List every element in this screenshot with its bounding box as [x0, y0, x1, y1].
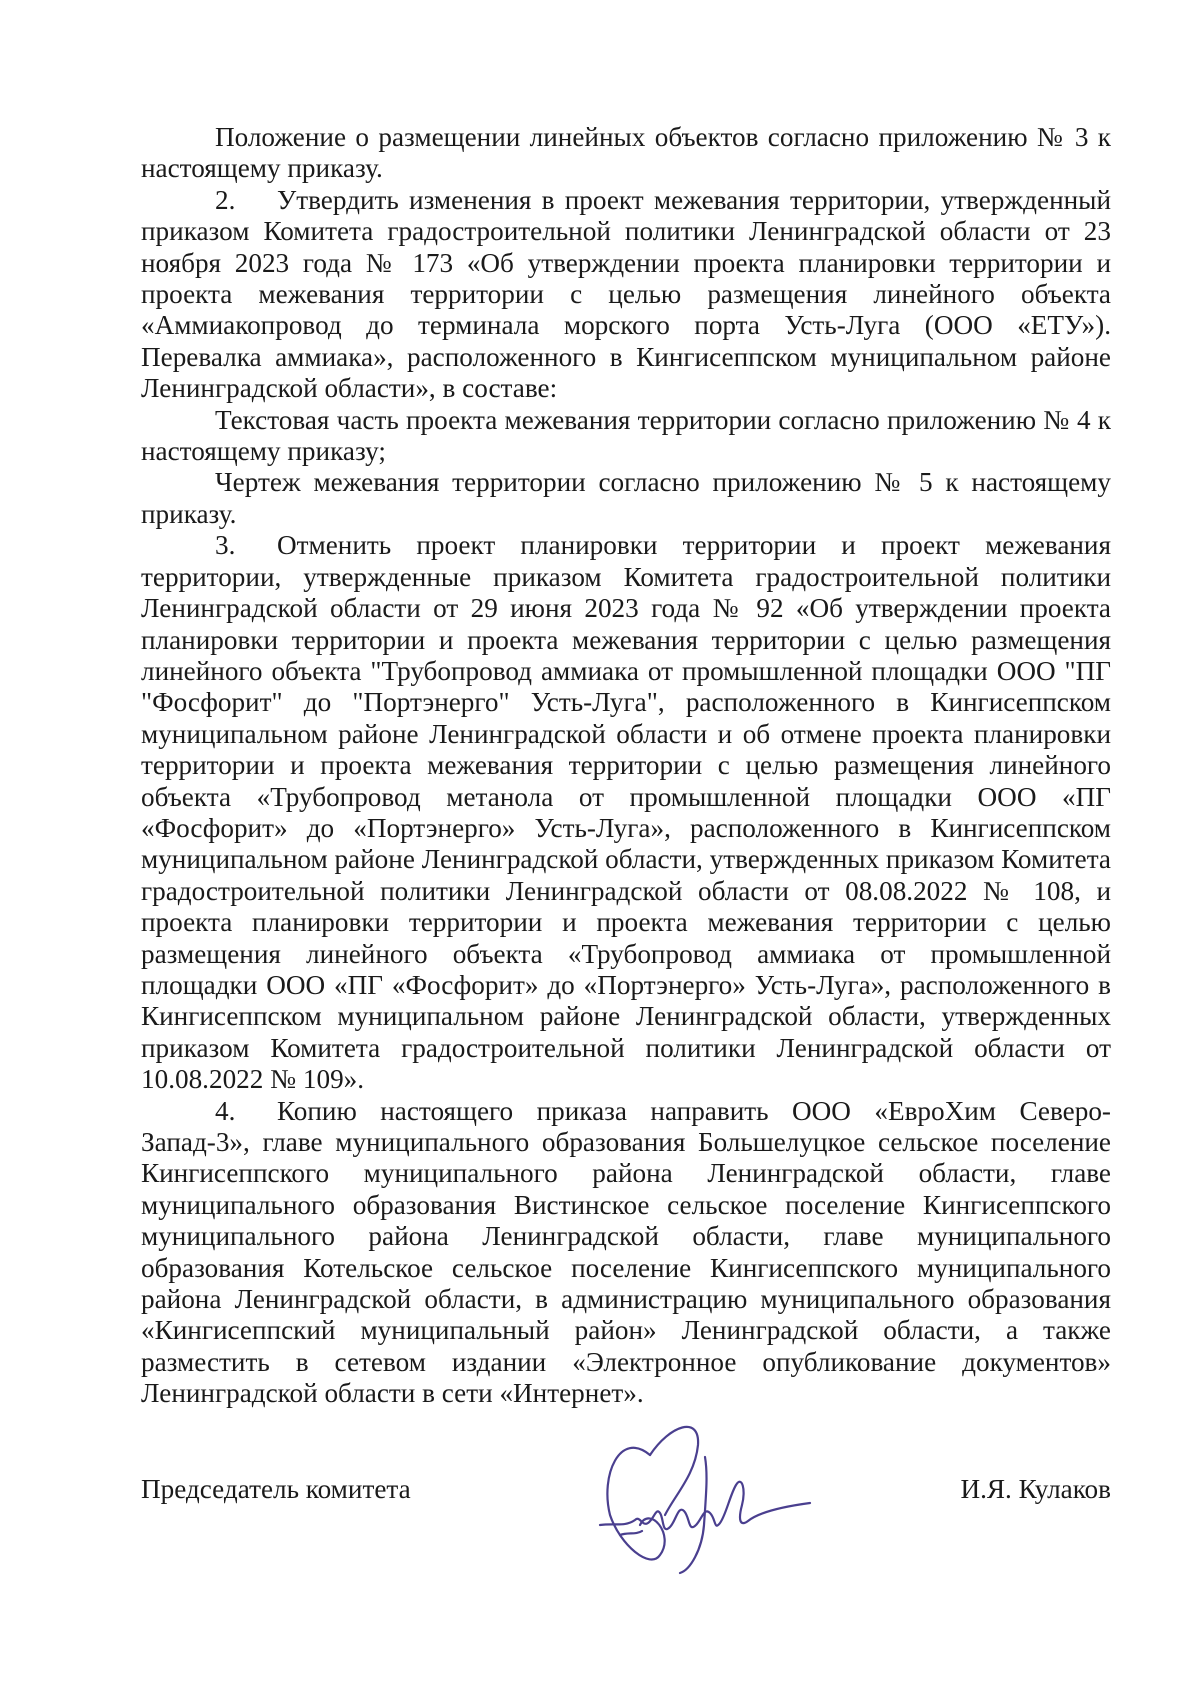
paragraph-text: Положение о размещении линейных объектов согласно приложению № 3 к настоящему приказу.: [141, 122, 1111, 184]
paragraph-number: 4.: [215, 1095, 236, 1126]
paragraph-text: Копию настоящего приказа направить ООО «ЕвроХим Северо-Запад-3», главе муниципального образования Большелуцкое сельское поселение Кингисеппского муниципального района Ленинградской области, главе муниципального образования Вистинское сельское поселение Кингисеппского муниципального района Ленинградской области, главе муниципального образования Котельское сельское поселение Кингисеппского муниципального района Ленинградской области, в администрацию муниципального образования «Кингисеппский муниципальный район» Ленинградской области, а также разместить в сетевом издании «Электронное опубликование документов» Ленинградской области в сети «Интернет».: [141, 1095, 1111, 1409]
signature-block: [141, 1474, 1111, 1514]
paragraph-text: Текстовая часть проекта межевания территории согласно приложению № 4 к настоящему приказу;: [141, 404, 1111, 467]
paragraph-text: Чертеж межевания территории согласно приложению № 5 к настоящему приказу.: [141, 467, 1111, 529]
signer-position: Председатель комитета: [141, 1474, 411, 1504]
paragraph-text: Отменить проект планировки территории и проект межевания территории, утвержденные приказом Комитета градостроительной политики Ленинградской области от 29 июня 2023 года № 92 «Об утверждении проекта планировки территории и проекта межевания территории с целью размещения линейного объекта "Трубопровод аммиака от промышленной площадки ООО "ПГ "Фосфорит" до "Портэнерго" Усть-Луга", расположенного в Кингисеппском муниципальном районе Ленинградской области и об отмене проекта планировки территории и проекта межевания территории с целью размещения линейного объекта «Трубопровод метанола от промышленной площадки ООО «ПГ «Фосфорит» до «Портэнерго» Усть-Луга», расположенного в Кингисеппском муниципальном районе Ленинградской области, утвержденных приказом Комитета градостроительной политики Ленинградской области от 08.08.2022 № 108, и проекта планировки территории и проекта межевания территории с целью размещения линейного объекта «Трубопровод аммиака от промышленной площадки ООО «ПГ «Фосфорит» до «Портэнерго» Усть-Луга», расположенного в Кингисеппском муниципальном районе Ленинградской области, утвержденных приказом Комитета градостроительной политики Ленинградской области от 10.08.2022 № 109».: [141, 530, 1111, 1095]
paragraph: [141, 405, 1111, 468]
paragraph: [141, 122, 1111, 185]
document-body: [141, 122, 1111, 1410]
paragraph-text: Утвердить изменения в проект межевания территории, утвержденный приказом Комитета градостроительной политики Ленинградской области от 23 ноября 2023 года № 173 «Об утверждении проекта планировки территории и проекта межевания территории с целью размещения линейного объекта «Аммиакопровод до терминала морского порта Усть-Луга (ООО «ЕТУ»). Перевалка аммиака», расположенного в Кингисеппском муниципальном районе Ленинградской области», в составе:: [141, 184, 1111, 404]
paragraph-number: 3.: [215, 530, 236, 561]
paragraph-numbered: [141, 1096, 1111, 1410]
paragraph-numbered: [141, 530, 1111, 1095]
paragraph: [141, 467, 1111, 530]
paragraph-numbered: [141, 185, 1111, 405]
paragraph-number: 2.: [215, 184, 236, 215]
signer-name: И.Я. Кулаков: [960, 1474, 1111, 1504]
